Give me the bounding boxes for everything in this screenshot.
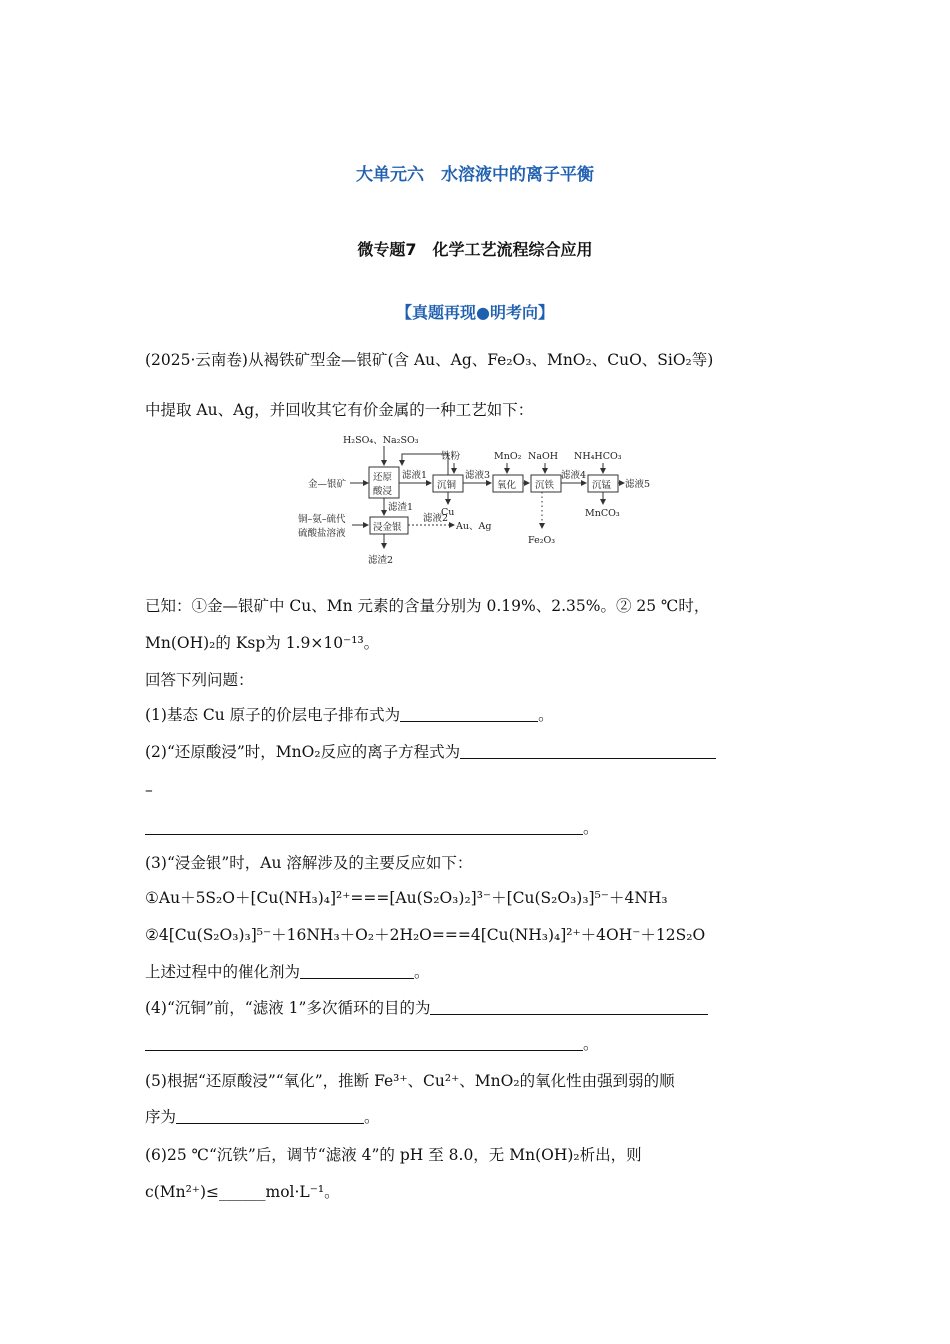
q3-period: 。	[414, 963, 430, 981]
box-reduce-label-1: 还原	[373, 472, 393, 483]
q4-answer-blank-2[interactable]	[145, 1034, 583, 1051]
flow-leach-solution-2: 硫酸盐溶液	[298, 528, 346, 539]
flow-fe2o3: Fe₂O₃	[528, 535, 556, 546]
question-2	[145, 742, 716, 762]
flow-filtrate-3: 滤液3	[465, 470, 491, 481]
q3-intro: (3)“浸金银”时，Au 溶解涉及的主要反应如下：	[145, 854, 473, 872]
q5-line-1: (5)根据“还原酸浸”“氧化”，推断 Fe³⁺、Cu²⁺、MnO₂的氧化性由强到弱的顺	[145, 1072, 675, 1090]
q5-period: 。	[364, 1108, 380, 1126]
known-line-2: Mn(OH)₂的 Ksp为 1.9×10⁻¹³。	[145, 634, 380, 652]
question-4	[145, 998, 708, 1018]
q1-answer-blank[interactable]	[400, 705, 538, 722]
box-mn-label: 沉锰	[592, 480, 612, 491]
box-oxidation-label: 氧化	[497, 480, 517, 491]
prompt-text: 回答下列问题：	[145, 671, 254, 689]
q6-line-1: (6)25 ℃“沉铁”后，调节“滤液 4”的 pH 至 8.0，无 Mn(OH)₂析出，则	[145, 1146, 642, 1164]
flow-feed: 金—银矿	[308, 479, 347, 490]
box-cu-label: 沉铜	[437, 480, 457, 491]
q1-text: (1)基态 Cu 原子的价层电子排布式为	[145, 706, 401, 724]
flow-nh4hco3: NH₄HCO₃	[574, 451, 622, 462]
q2-text: (2)“还原酸浸”时，MnO₂反应的离子方程式为	[145, 743, 461, 761]
topic-title: 微专题7 化学工艺流程综合应用	[357, 240, 593, 259]
section-label: 【真题再现●明考向】	[396, 303, 554, 322]
q4-text: (4)“沉铜”前，“滤液 1”多次循环的目的为	[145, 999, 431, 1017]
flow-filtrate-1: 滤液1	[402, 470, 428, 481]
q5-answer-blank[interactable]	[176, 1107, 364, 1124]
flow-au-ag: Au、Ag	[456, 521, 492, 532]
q3-reaction-2: ②4[Cu(S₂O₃)₃]⁵⁻＋16NH₃＋O₂＋2H₂O===4[Cu(NH₃)₄]²⁺＋4OH⁻＋12S₂O	[145, 926, 706, 944]
flow-filtrate-2: 滤液2	[423, 513, 449, 524]
intro-text-1: 从褐铁矿型金—银矿(含 Au、Ag、Fe₂O₃、MnO₂、CuO、SiO₂等)	[247, 351, 714, 369]
flow-mno2: MnO₂	[494, 451, 522, 462]
q4-answer-blank-1[interactable]	[430, 998, 708, 1015]
q5-line-2: 序为	[145, 1108, 177, 1126]
q3-answer-blank[interactable]	[300, 962, 414, 979]
source-tag: (2025·云南卷)	[145, 351, 248, 369]
q6-line-2[interactable]: c(Mn²⁺)≤______mol·L⁻¹。	[145, 1183, 340, 1201]
q3-ask-text: 上述过程中的催化剂为	[145, 963, 301, 981]
q4-line-2	[145, 1034, 599, 1054]
q3-reaction-1: ①Au＋5S₂O＋[Cu(NH₃)₄]²⁺===[Au(S₂O₃)₂]³⁻＋[Cu(S₂O₃)₃]⁵⁻＋4NH₃	[145, 889, 668, 907]
intro-line-2: 中提取 Au、Ag，并回收其它有价金属的一种工艺如下：	[145, 401, 534, 419]
q2-period: 。	[583, 819, 599, 837]
q1-period: 。	[538, 706, 554, 724]
flow-cu-product: Cu	[441, 507, 455, 518]
question-3-ask	[145, 962, 430, 982]
q2-answer-blank-2[interactable]	[145, 818, 583, 835]
q2-dash: –	[145, 781, 153, 799]
flow-residue-1: 滤渣1	[388, 502, 414, 513]
question-1	[145, 705, 554, 725]
flow-leach-solution-1: 铜–氨–硫代	[298, 514, 346, 525]
flow-naoh: NaOH	[528, 451, 559, 462]
intro-line-1	[145, 350, 713, 370]
flow-residue-2: 滤渣2	[368, 555, 394, 566]
box-reduce-label-2: 酸浸	[373, 486, 393, 497]
box-fe-label: 沉铁	[535, 480, 555, 491]
flow-reagents-top: H₂SO₄、Na₂SO₃	[343, 435, 419, 446]
unit-title: 大单元六 水溶液中的离子平衡	[356, 165, 594, 185]
q2-answer-blank-1[interactable]	[460, 742, 716, 759]
known-line-1: 已知：①金—银矿中 Cu、Mn 元素的含量分别为 0.19%、2.35%。② 25 ℃时，	[145, 597, 710, 615]
box-au-ag-label: 浸金银	[373, 522, 402, 533]
flow-mnco3: MnCO₃	[585, 508, 620, 519]
flow-iron-powder: 铁粉	[441, 451, 461, 462]
q2-line-2	[145, 818, 599, 838]
flow-filtrate-5: 滤液5	[625, 479, 651, 490]
q4-period: 。	[583, 1035, 599, 1053]
question-5	[145, 1107, 380, 1127]
flow-filtrate-4: 滤液4	[561, 470, 587, 481]
process-flowchart	[298, 428, 658, 570]
